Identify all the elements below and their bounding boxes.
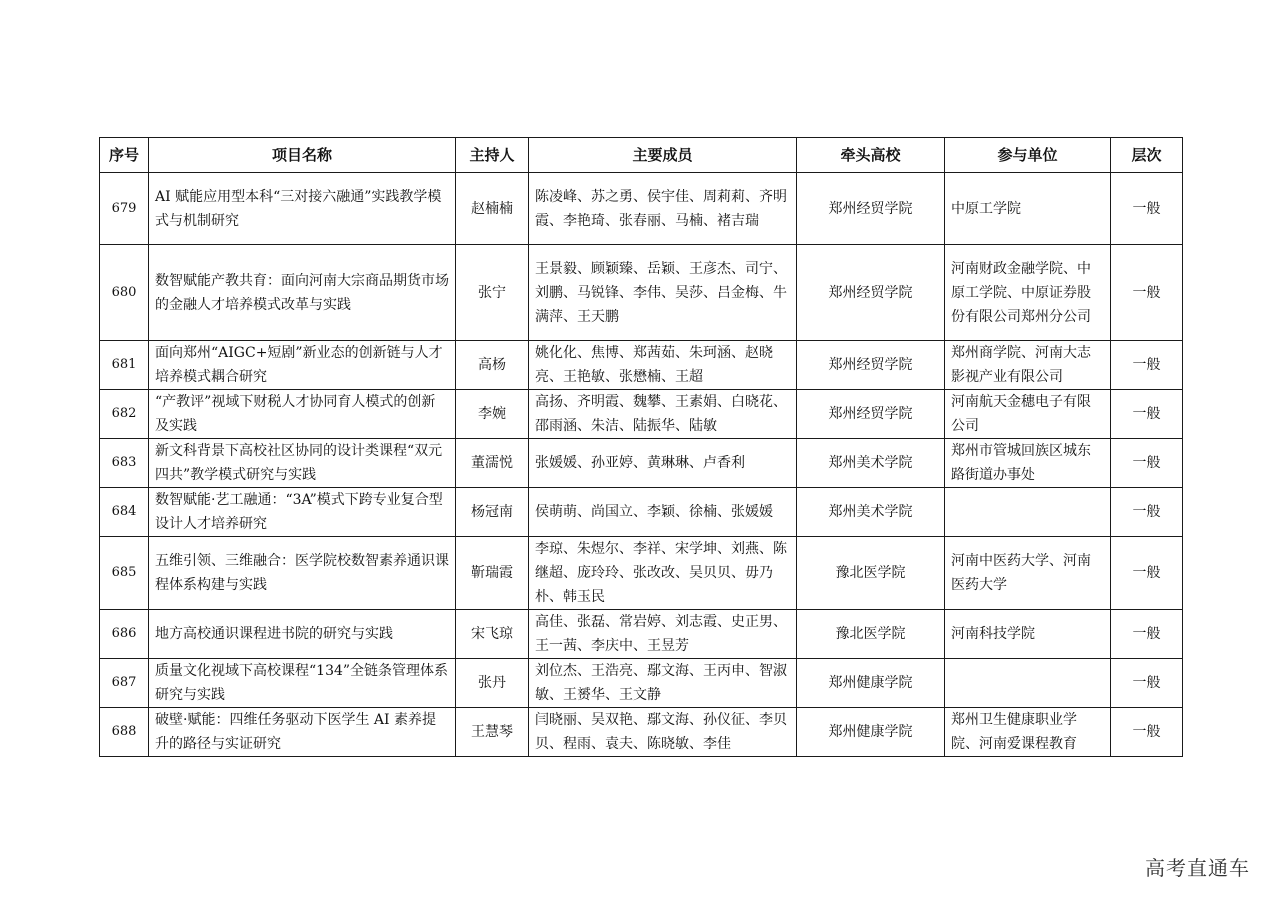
table-row [100,537,1183,610]
row-host: 宋飞琼 [456,610,529,659]
row-level: 一般 [1111,173,1183,245]
table-row [100,341,1183,390]
table-row [100,439,1183,488]
row-lead: 豫北医学院 [797,610,945,659]
row-members: 李琼、朱煜尔、李祥、宋学坤、刘燕、陈继超、庞玲玲、张改改、吴贝贝、毋乃朴、韩玉民 [529,537,797,610]
row-host: 靳瑞霞 [456,537,529,610]
row-partner: 河南航天金穗电子有限公司 [945,390,1111,439]
row-lead: 郑州经贸学院 [797,341,945,390]
row-level: 一般 [1111,245,1183,341]
row-lead: 郑州美术学院 [797,439,945,488]
header-members: 主要成员 [529,138,797,173]
row-lead: 豫北医学院 [797,537,945,610]
row-members: 刘位杰、王浩亮、鄢文海、王丙申、智淑敏、王赟华、王文静 [529,659,797,708]
row-no: 681 [100,341,149,390]
row-no: 680 [100,245,149,341]
row-members: 陈凌峰、苏之勇、侯宇佳、周莉莉、齐明霞、李艳琦、张春丽、马楠、褚吉瑞 [529,173,797,245]
row-level: 一般 [1111,610,1183,659]
row-level: 一般 [1111,439,1183,488]
row-lead: 郑州经贸学院 [797,173,945,245]
row-no: 686 [100,610,149,659]
table-row [100,610,1183,659]
row-host: 王慧琴 [456,708,529,757]
row-level: 一般 [1111,488,1183,537]
row-level: 一般 [1111,390,1183,439]
row-host: 张丹 [456,659,529,708]
row-no: 688 [100,708,149,757]
row-lead: 郑州美术学院 [797,488,945,537]
row-project-name: 新文科背景下高校社区协同的设计类课程“双元四共”教学模式研究与实践 [149,439,456,488]
row-partner: 河南财政金融学院、中原工学院、中原证券股份有限公司郑州分公司 [945,245,1111,341]
row-no: 683 [100,439,149,488]
row-level: 一般 [1111,341,1183,390]
header-row [100,138,1183,173]
row-host: 杨冠南 [456,488,529,537]
row-host: 李婉 [456,390,529,439]
row-no: 679 [100,173,149,245]
row-level: 一般 [1111,659,1183,708]
row-no: 682 [100,390,149,439]
row-partner [945,488,1111,537]
row-members: 姚化化、焦博、郑茜茹、朱珂涵、赵晓亮、王艳敏、张懋楠、王超 [529,341,797,390]
row-members: 王景毅、顾颖臻、岳颖、王彦杰、司宁、刘鹏、马锐锋、李伟、吴莎、吕金梅、牛满萍、王天鹏 [529,245,797,341]
header-lead: 牵头高校 [797,138,945,173]
project-table [99,137,1183,757]
row-partner: 河南科技学院 [945,610,1111,659]
header-no: 序号 [100,138,149,173]
row-partner: 中原工学院 [945,173,1111,245]
row-members: 高扬、齐明霞、魏攀、王素娟、白晓花、邵雨涵、朱洁、陆振华、陆敏 [529,390,797,439]
header-partner: 参与单位 [945,138,1111,173]
row-host: 高杨 [456,341,529,390]
table-row [100,173,1183,245]
row-lead: 郑州健康学院 [797,708,945,757]
watermark-label: 高考直通车 [1145,856,1250,880]
table-row [100,488,1183,537]
table-row [100,708,1183,757]
row-partner: 郑州市管城回族区城东路街道办事处 [945,439,1111,488]
row-host: 董濡悦 [456,439,529,488]
table-row [100,245,1183,341]
row-partner: 河南中医药大学、河南医药大学 [945,537,1111,610]
header-level: 层次 [1111,138,1183,173]
row-project-name: 质量文化视域下高校课程“134”全链条管理体系研究与实践 [149,659,456,708]
row-partner: 郑州卫生健康职业学院、河南爱课程教育 [945,708,1111,757]
row-level: 一般 [1111,537,1183,610]
table-row [100,390,1183,439]
row-project-name: 地方高校通识课程进书院的研究与实践 [149,610,456,659]
row-project-name: 数智赋能产教共育：面向河南大宗商品期货市场的金融人才培养模式改革与实践 [149,245,456,341]
row-members: 高佳、张磊、常岩婷、刘志霞、史正男、王一茜、李庆中、王昱芳 [529,610,797,659]
row-project-name: 面向郑州“AIGC+短剧”新业态的创新链与人才培养模式耦合研究 [149,341,456,390]
row-members: 张媛媛、孙亚婷、黄琳琳、卢香利 [529,439,797,488]
table-row [100,659,1183,708]
row-members: 侯萌萌、尚国立、李颖、徐楠、张媛媛 [529,488,797,537]
row-project-name: 破壁·赋能：四维任务驱动下医学生 AI 素养提升的路径与实证研究 [149,708,456,757]
row-lead: 郑州经贸学院 [797,390,945,439]
row-no: 684 [100,488,149,537]
header-name: 项目名称 [149,138,456,173]
row-partner [945,659,1111,708]
row-project-name: AI 赋能应用型本科“三对接六融通”实践教学模式与机制研究 [149,173,456,245]
row-project-name: “产教评”视域下财税人才协同育人模式的创新及实践 [149,390,456,439]
header-host: 主持人 [456,138,529,173]
row-lead: 郑州健康学院 [797,659,945,708]
row-host: 张宁 [456,245,529,341]
row-level: 一般 [1111,708,1183,757]
row-lead: 郑州经贸学院 [797,245,945,341]
row-no: 685 [100,537,149,610]
row-no: 687 [100,659,149,708]
row-project-name: 数智赋能·艺工融通：“3A”模式下跨专业复合型设计人才培养研究 [149,488,456,537]
row-partner: 郑州商学院、河南大志影视产业有限公司 [945,341,1111,390]
row-project-name: 五维引领、三维融合：医学院校数智素养通识课程体系构建与实践 [149,537,456,610]
row-host: 赵楠楠 [456,173,529,245]
row-members: 闫晓丽、吴双艳、鄢文海、孙仪征、李贝贝、程雨、袁夫、陈晓敏、李佳 [529,708,797,757]
